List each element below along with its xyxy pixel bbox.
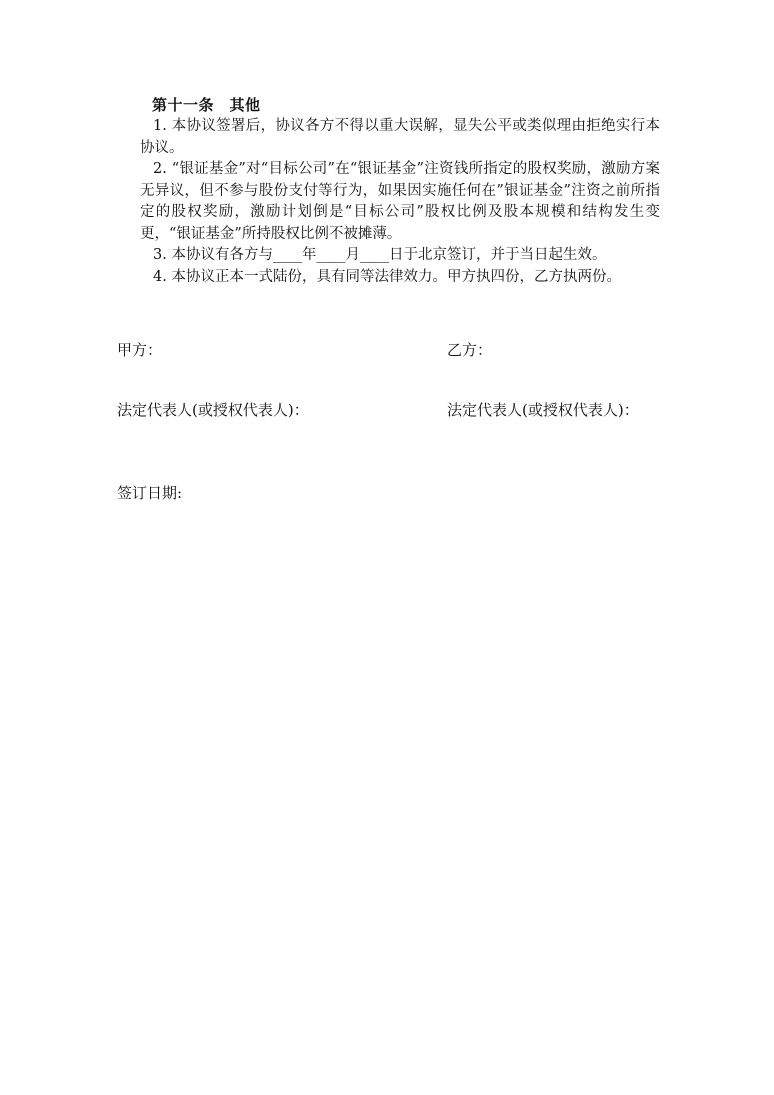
clause-list — [140, 116, 660, 288]
signing-date-label: 签订日期: — [117, 484, 183, 502]
article-title: 第十一条 其他 — [152, 96, 261, 114]
party-b-representative-label: 法定代表人(或授权代表人)： — [447, 401, 639, 419]
party-a-label: 甲方： — [117, 341, 163, 359]
clause-4: 4. 本协议正本一式陆份，具有同等法律效力。甲方执四份，乙方执两份。 — [153, 268, 621, 285]
clause-3: 3. 本协议有各方与____年____月____日于北京签订，并于当日起生效。 — [153, 247, 607, 263]
party-b-label: 乙方： — [447, 341, 493, 359]
clause-2: 2. “银证基金”对“目标公司”在“银证基金”注资钱所指定的股权奖励，激励方案无异议，但不参与股份支付等行为，如果因实施任何在”银证基金”注资之前所指定的股权奖励，激励计划倒是“目标公司”股权比例及股本规模和结构发生变更，“银证基金”所持股权比例不被摊薄。 — [140, 161, 660, 242]
clause-1: 1. 本协议签署后，协议各方不得以重大误解，显失公平或类似理由拒绝实行本协议。 — [140, 118, 660, 156]
party-a-representative-label: 法定代表人(或授权代表人)： — [117, 401, 309, 419]
